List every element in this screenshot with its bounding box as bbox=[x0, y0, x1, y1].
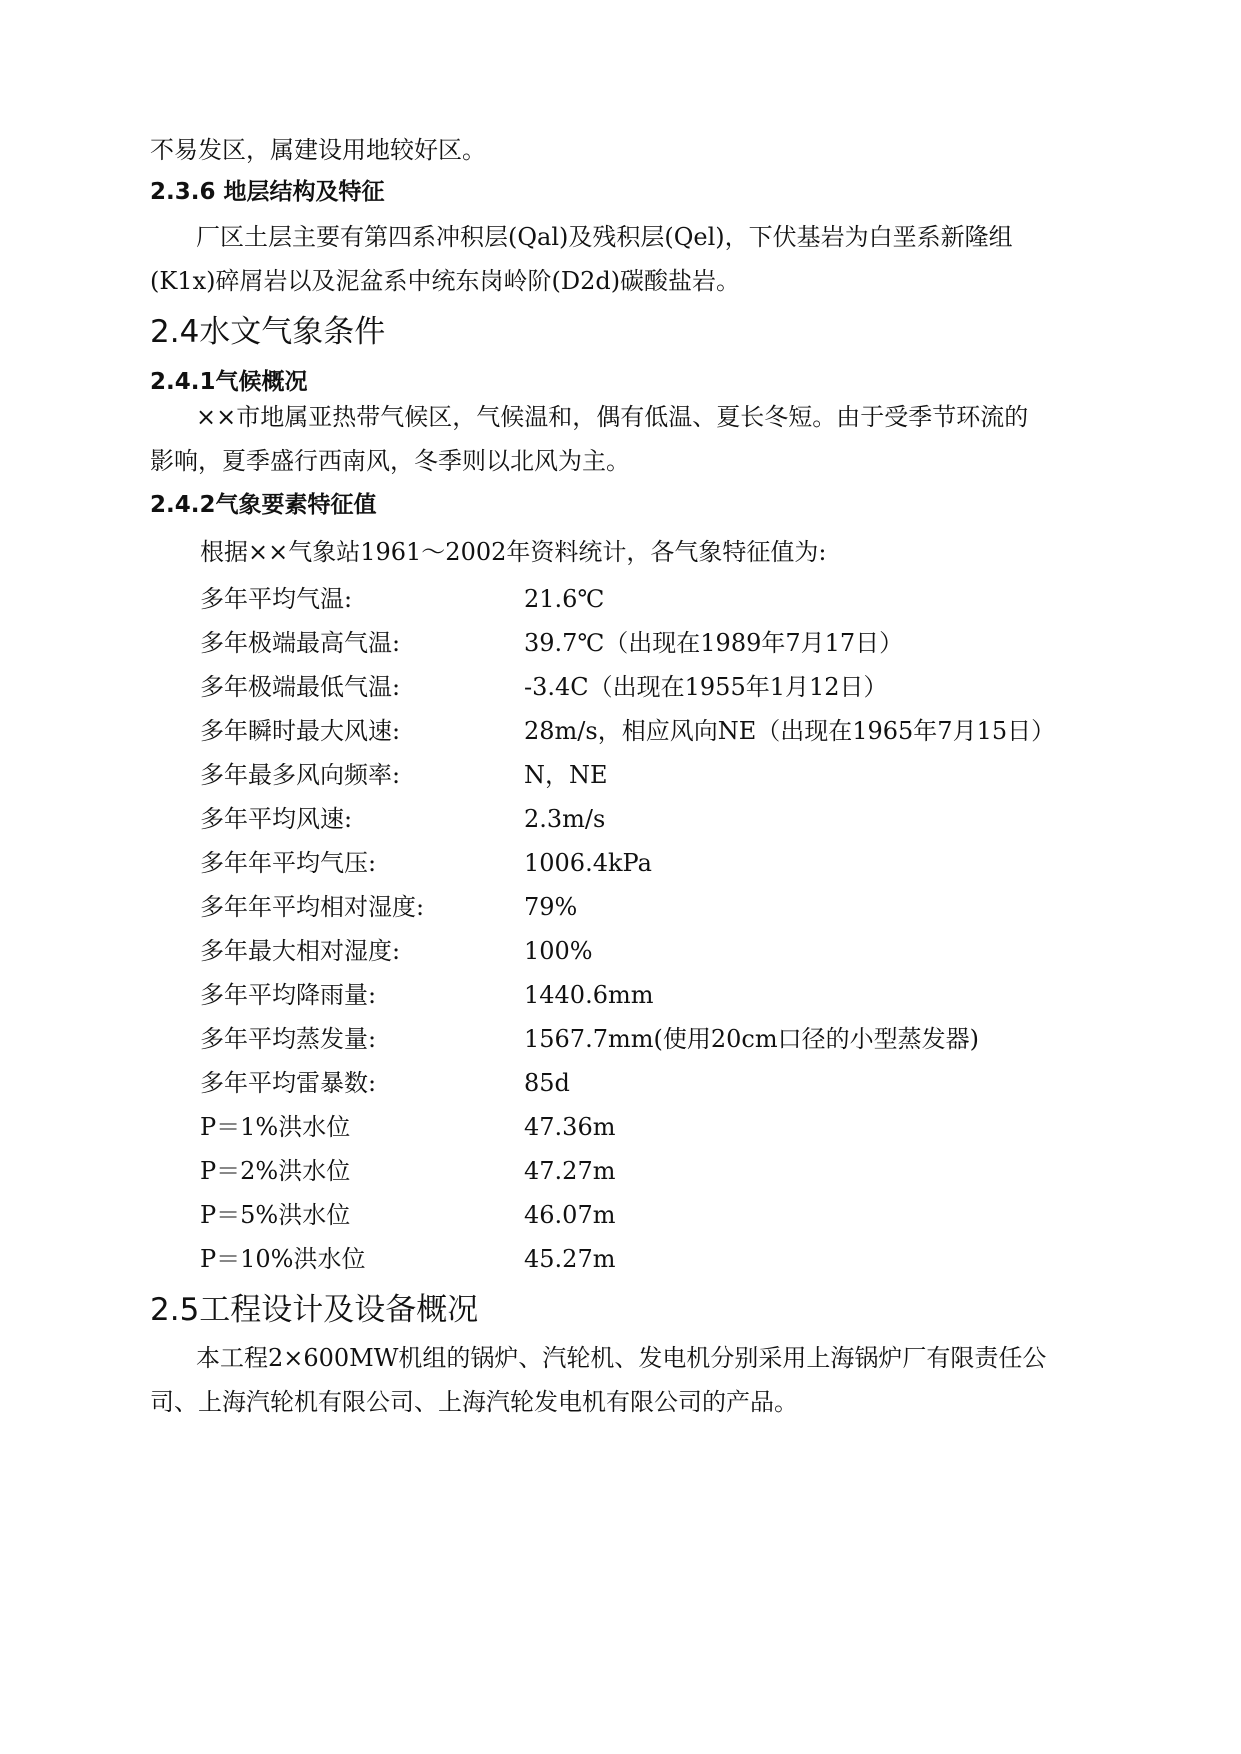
weather-item-value: 85d bbox=[524, 1069, 570, 1097]
weather-item-value: 1440.6mm bbox=[524, 981, 654, 1009]
weather-item-row bbox=[200, 847, 1100, 879]
weather-item-value: 39.7℃（出现在1989年7月17日） bbox=[524, 629, 904, 657]
weather-item-label: 多年最大相对湿度: bbox=[200, 937, 401, 965]
section-heading-2-4-2: 2.4.2气象要素特征值 bbox=[150, 492, 377, 518]
weather-item-label: 多年平均蒸发量: bbox=[200, 1025, 377, 1053]
paragraph-text: 根据××气象站1961～2002年资料统计，各气象特征值为: bbox=[200, 538, 827, 566]
weather-item-value: 2.3m/s bbox=[524, 805, 606, 833]
weather-item-label: 多年瞬时最大风速: bbox=[200, 717, 401, 745]
weather-item-value: 45.27m bbox=[524, 1245, 616, 1273]
paragraph-text: ××市地属亚热带气候区，气候温和，偶有低温、夏长冬短。由于受季节环流的 bbox=[196, 403, 1029, 431]
weather-item-row bbox=[200, 715, 1100, 747]
section-heading-2-3-6: 2.3.6 地层结构及特征 bbox=[150, 179, 385, 205]
paragraph-text: 影响，夏季盛行西南风，冬季则以北风为主。 bbox=[150, 447, 630, 475]
weather-item-value: -3.4C（出现在1955年1月12日） bbox=[524, 673, 888, 701]
weather-item-value: 47.27m bbox=[524, 1157, 616, 1185]
weather-item-row bbox=[200, 1199, 1100, 1231]
weather-item-row bbox=[200, 671, 1100, 703]
weather-item-value: 1006.4kPa bbox=[524, 849, 652, 877]
weather-item-row bbox=[200, 1023, 1100, 1055]
weather-item-row bbox=[200, 759, 1100, 791]
weather-item-value: 1567.7mm(使用20cm口径的小型蒸发器) bbox=[524, 1025, 979, 1053]
paragraph-text: 厂区土层主要有第四系冲积层(Qal)及残积层(Qel)，下伏基岩为白垩系新隆组 bbox=[196, 223, 1013, 251]
weather-item-row bbox=[200, 1111, 1100, 1143]
weather-item-value: 28m/s，相应风向NE（出现在1965年7月15日） bbox=[524, 717, 1056, 745]
weather-item-value: 46.07m bbox=[524, 1201, 616, 1229]
weather-item-label: 多年极端最高气温: bbox=[200, 629, 401, 657]
weather-item-label: P＝10%洪水位 bbox=[200, 1245, 366, 1273]
weather-item-value: N，NE bbox=[524, 761, 608, 789]
weather-item-label: 多年平均降雨量: bbox=[200, 981, 377, 1009]
weather-item-label: P＝1%洪水位 bbox=[200, 1113, 351, 1141]
weather-item-row bbox=[200, 935, 1100, 967]
weather-item-value: 47.36m bbox=[524, 1113, 616, 1141]
paragraph-text: 本工程2×600MW机组的锅炉、汽轮机、发电机分别采用上海锅炉厂有限责任公 bbox=[196, 1344, 1047, 1372]
weather-item-label: 多年极端最低气温: bbox=[200, 673, 401, 701]
weather-item-row bbox=[200, 979, 1100, 1011]
weather-item-row bbox=[200, 803, 1100, 835]
weather-item-row bbox=[200, 627, 1100, 659]
weather-item-row bbox=[200, 1155, 1100, 1187]
weather-item-label: 多年年平均相对湿度: bbox=[200, 893, 425, 921]
weather-item-label: 多年平均雷暴数: bbox=[200, 1069, 377, 1097]
weather-item-value: 79% bbox=[524, 893, 578, 921]
weather-item-label: P＝2%洪水位 bbox=[200, 1157, 351, 1185]
weather-item-row bbox=[200, 583, 1100, 615]
weather-item-label: P＝5%洪水位 bbox=[200, 1201, 351, 1229]
weather-item-label: 多年年平均气压: bbox=[200, 849, 377, 877]
weather-item-label: 多年最多风向频率: bbox=[200, 761, 401, 789]
weather-item-row bbox=[200, 1243, 1100, 1275]
paragraph-text: 不易发区，属建设用地较好区。 bbox=[150, 136, 486, 164]
weather-item-value: 21.6℃ bbox=[524, 585, 605, 613]
weather-item-label: 多年平均风速: bbox=[200, 805, 353, 833]
weather-item-value: 100% bbox=[524, 937, 593, 965]
section-heading-2-4-1: 2.4.1气候概况 bbox=[150, 369, 308, 395]
section-heading-2-5: 2.5工程设计及设备概况 bbox=[150, 1292, 479, 1328]
weather-item-row bbox=[200, 891, 1100, 923]
paragraph-text: (K1x)碎屑岩以及泥盆系中统东岗岭阶(D2d)碳酸盐岩。 bbox=[150, 267, 741, 295]
weather-item-label: 多年平均气温: bbox=[200, 585, 353, 613]
paragraph-text: 司、上海汽轮机有限公司、上海汽轮发电机有限公司的产品。 bbox=[150, 1388, 798, 1416]
weather-item-row bbox=[200, 1067, 1100, 1099]
section-heading-2-4: 2.4水文气象条件 bbox=[150, 314, 386, 350]
